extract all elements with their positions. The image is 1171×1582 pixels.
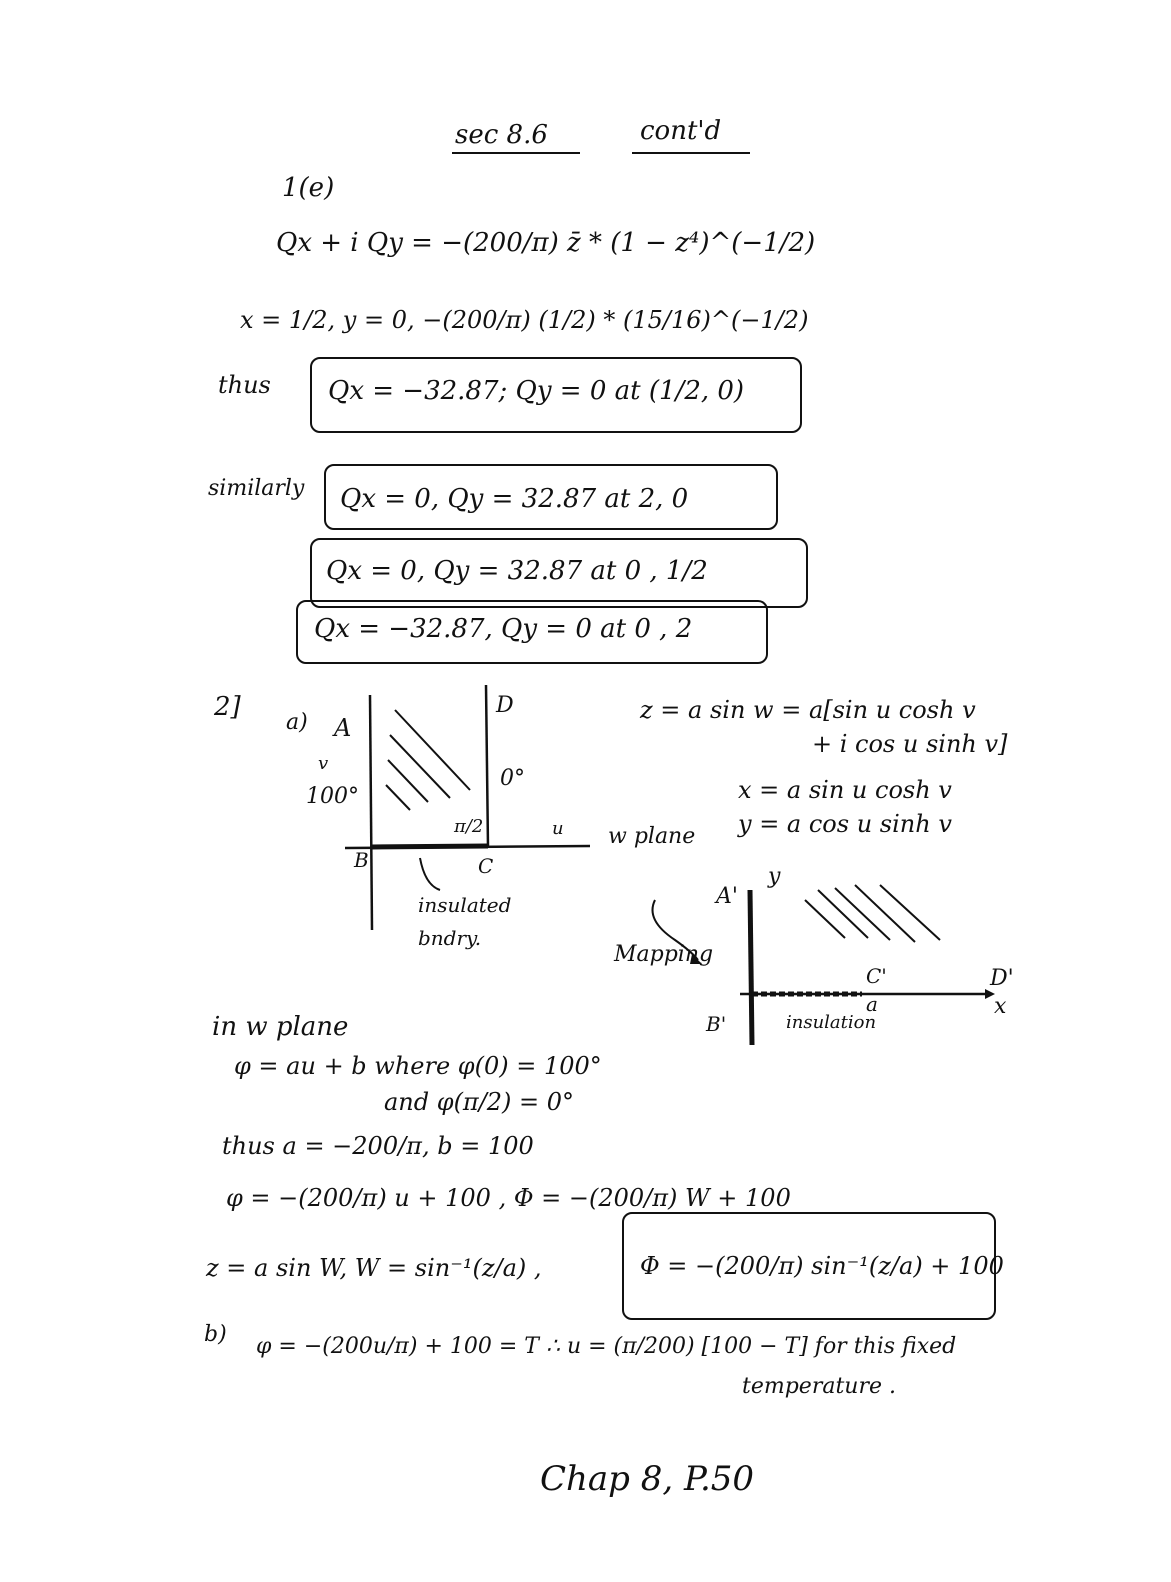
section-underline	[452, 152, 580, 154]
problem-1e-label: 1(e)	[282, 173, 335, 203]
label-B: B	[354, 848, 369, 872]
part-b-eq: φ = −(200u/π) + 100 = T ∴ u = (π/200) [100 − T] for this fixed	[256, 1334, 957, 1359]
mapping-label: Mapping	[614, 942, 714, 967]
phi-boxed: Φ = −(200/π) sin⁻¹(z/a) + 100	[640, 1252, 1004, 1280]
label-D: D	[496, 693, 514, 718]
label-C-prime: C'	[866, 964, 887, 988]
page-reference: Chap 8, P.50	[540, 1459, 755, 1499]
label-B-prime: B'	[706, 1012, 727, 1036]
result-4: Qx = −32.87, Qy = 0 at 0 , 2	[314, 614, 693, 644]
eq-z-sin-w: z = a sin w = a[sin u cosh v	[640, 696, 976, 724]
insulated-pointer	[420, 858, 440, 890]
v-axis	[370, 695, 372, 930]
phi-form: φ = au + b where φ(0) = 100°	[234, 1052, 602, 1080]
part-b-label: b)	[204, 1322, 227, 1347]
result-2: Qx = 0, Qy = 32.87 at 2, 0	[340, 484, 689, 514]
x-axis-label: x	[994, 994, 1007, 1019]
in-w-plane: in w plane	[212, 1012, 349, 1042]
z-hatch-2	[818, 890, 868, 938]
section-label: sec 8.6	[455, 120, 548, 150]
temp-100: 100°	[306, 784, 359, 809]
thus-a-b: thus a = −200/π, b = 100	[222, 1132, 534, 1160]
label-D-prime: D'	[990, 966, 1014, 991]
thus-label: thus	[218, 371, 271, 399]
eq-y: y = a cos u sinh v	[738, 810, 952, 838]
part-a-label: a)	[286, 710, 308, 735]
part-b-eq-cont: temperature .	[742, 1374, 896, 1399]
temp-0: 0°	[500, 766, 525, 791]
hatch-2	[390, 735, 450, 798]
w-plane-label: w plane	[608, 824, 696, 849]
label-A: A	[334, 714, 352, 742]
right-boundary	[486, 685, 488, 848]
insulation-label: insulation	[786, 1012, 877, 1033]
result-3: Qx = 0, Qy = 32.87 at 0 , 1/2	[326, 556, 708, 586]
z-hatch-1	[805, 900, 845, 938]
eq-qx-qy: Qx + i Qy = −(200/π) z̄ * (1 − z⁴)^(−1/2)	[276, 228, 816, 258]
z-hatch-5	[880, 885, 940, 940]
label-u: u	[552, 818, 564, 839]
label-A-prime: A'	[716, 884, 738, 909]
label-pi-half: π/2	[454, 816, 484, 837]
phi-full: φ = −(200/π) u + 100 , Φ = −(200/π) W + 100	[226, 1184, 791, 1212]
bndry-label: bndry.	[418, 926, 482, 950]
phi-cond: and φ(π/2) = 0°	[384, 1088, 575, 1116]
hatch-3	[388, 760, 428, 802]
insulated-boundary	[372, 846, 488, 847]
eq-substitution: x = 1/2, y = 0, −(200/π) (1/2) * (15/16)^(−1/2)	[240, 306, 809, 334]
contd-underline	[632, 152, 750, 154]
insulated-label: insulated	[418, 893, 512, 917]
result-1: Qx = −32.87; Qy = 0 at (1/2, 0)	[328, 376, 745, 406]
label-v: v	[318, 753, 329, 774]
eq-x: x = a sin u cosh v	[738, 776, 952, 804]
y-axis	[750, 890, 752, 1045]
z-def: z = a sin W, W = sin⁻¹(z/a) ,	[206, 1254, 542, 1282]
eq-z-sin-w-cont: + i cos u sinh v]	[812, 730, 1008, 758]
label-a: a	[866, 992, 878, 1016]
label-C: C	[478, 854, 494, 878]
hatch-4	[386, 785, 410, 810]
y-axis-label: y	[768, 864, 781, 889]
similarly-label: similarly	[208, 476, 305, 501]
problem-2-label: 2]	[214, 692, 241, 722]
contd-label: cont'd	[640, 116, 722, 146]
